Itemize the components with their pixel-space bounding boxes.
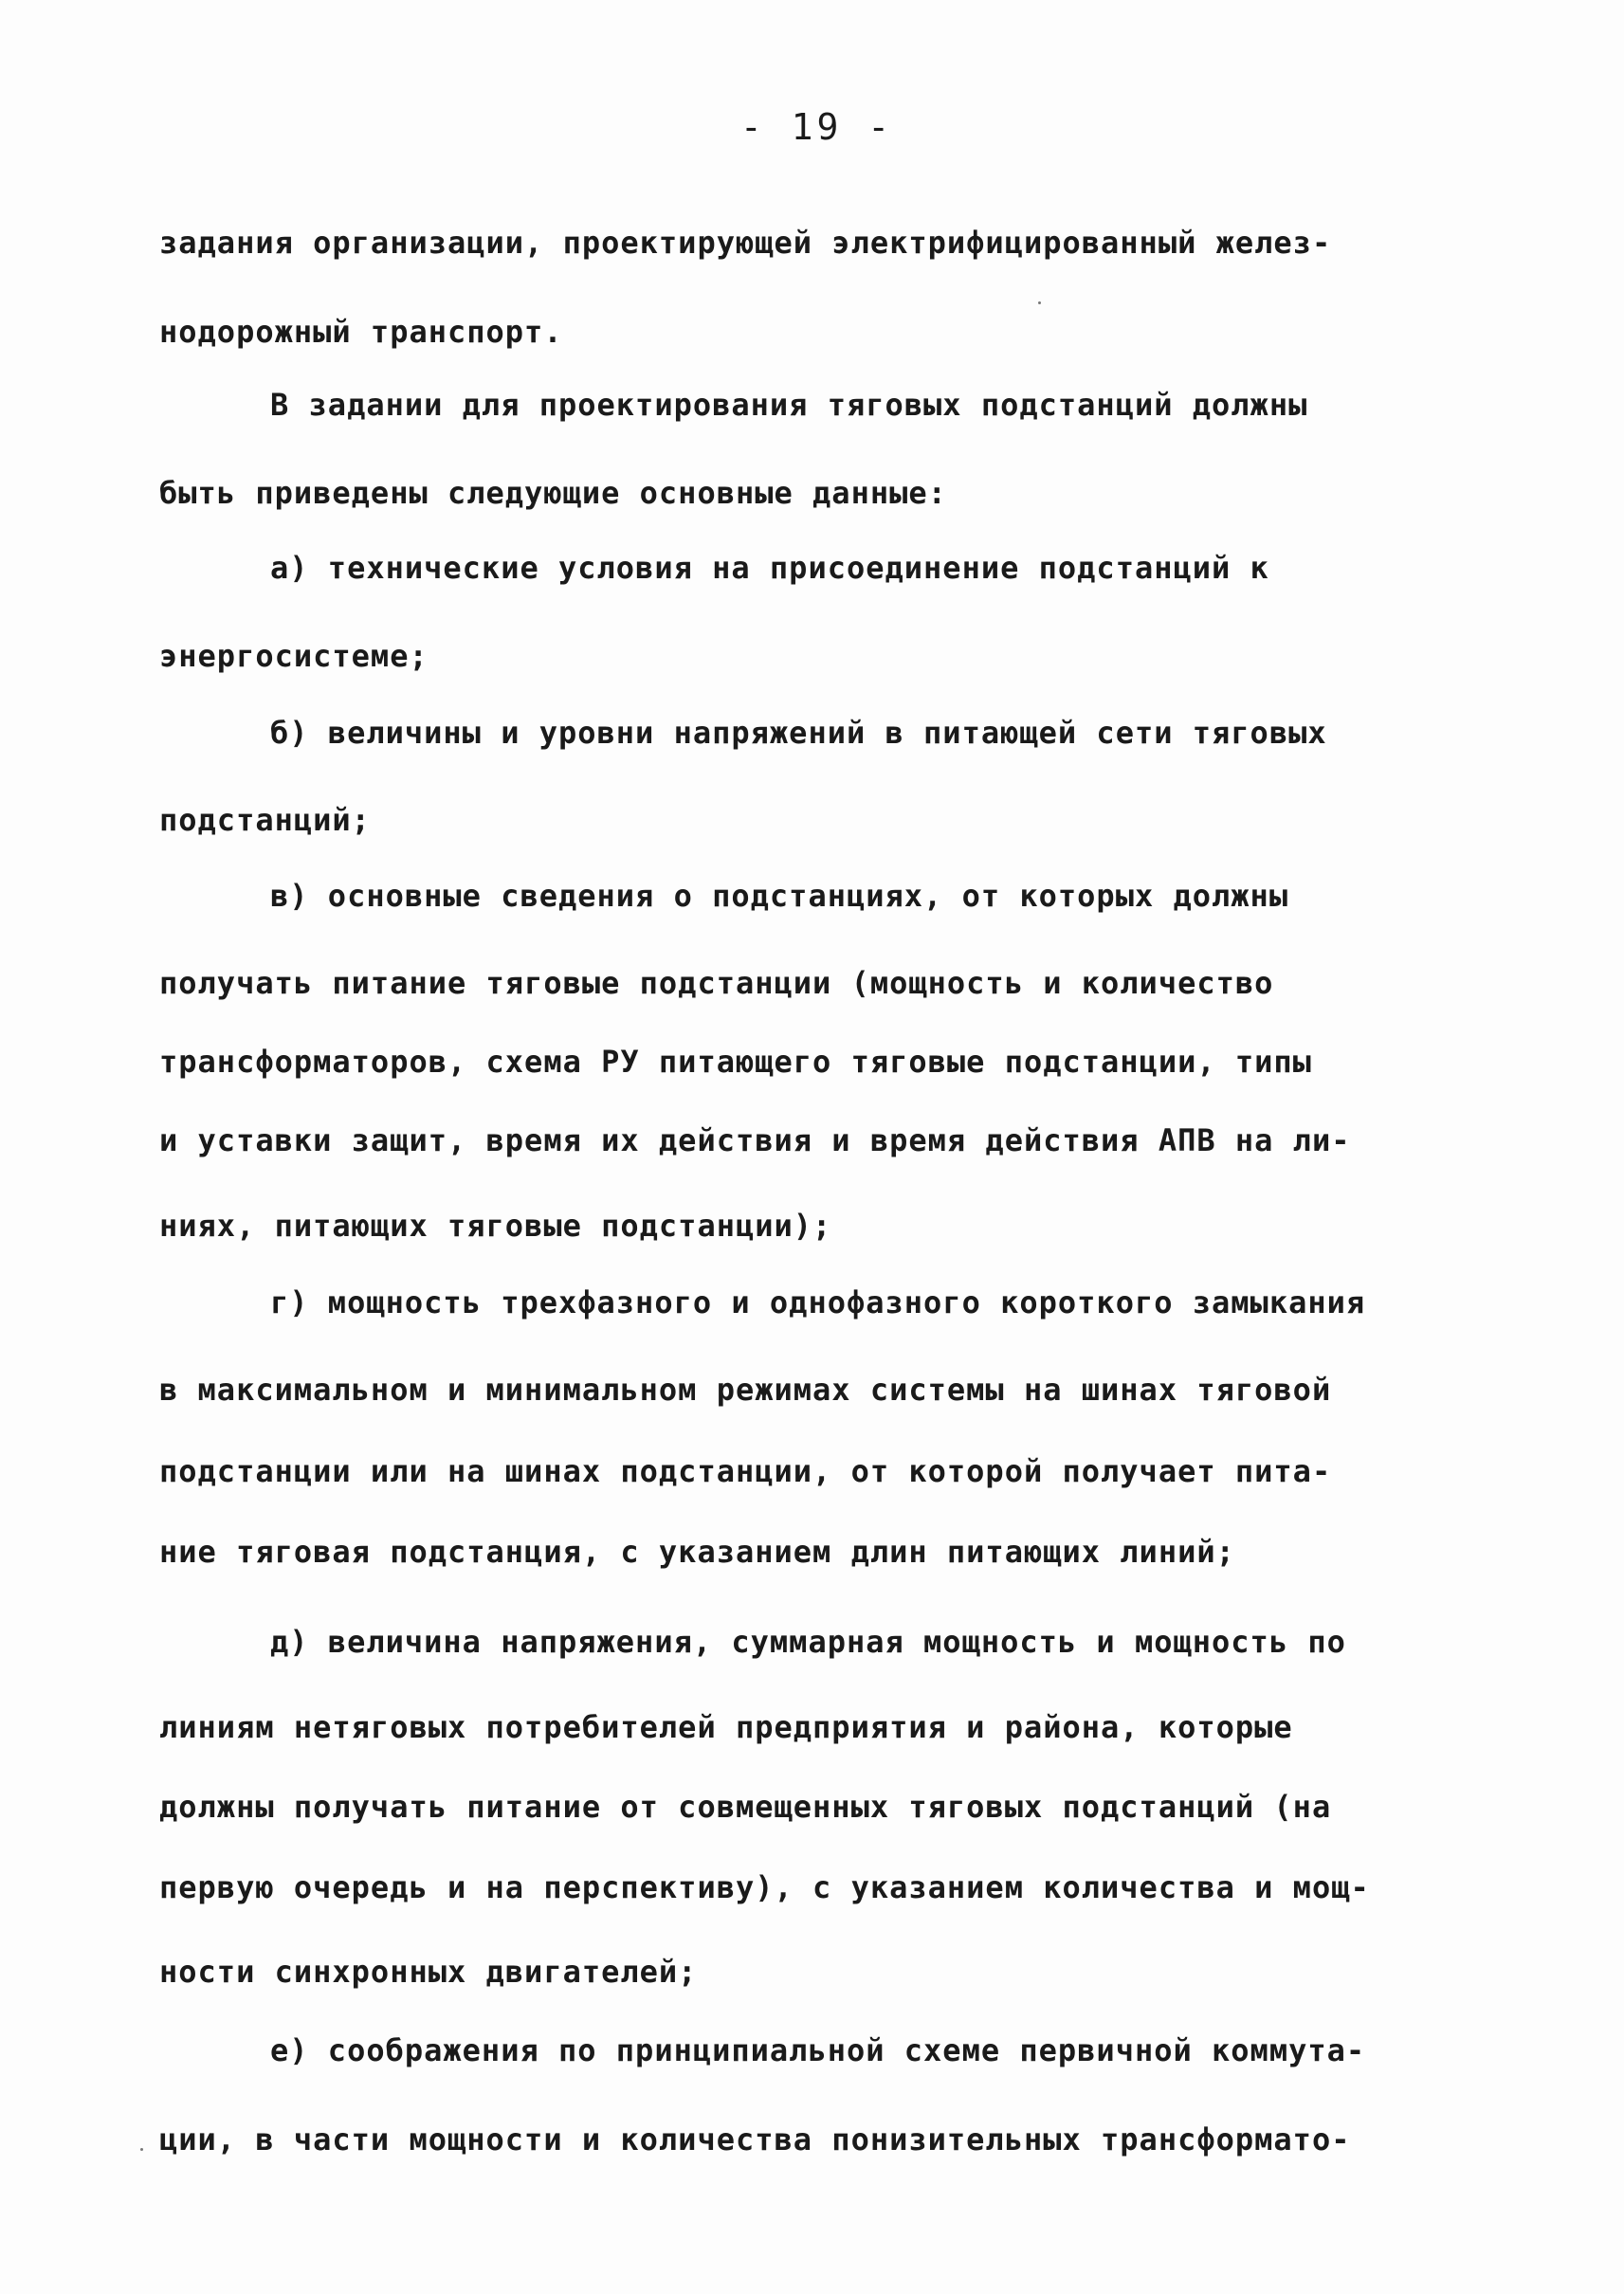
- text-line: должны получать питание от совмещенных тяговых подстанций (на: [159, 1789, 1332, 1825]
- list-item-b: б) величины и уровни напряжений в питающей сети тяговых: [270, 715, 1327, 751]
- text-line: быть приведены следующие основные данные:: [159, 475, 947, 511]
- scan-speck: [1038, 301, 1041, 304]
- page-number: - 19 -: [739, 106, 894, 148]
- text-line: ниях, питающих тяговые подстанции);: [159, 1208, 832, 1244]
- text-line: и уставки защит, время их действия и время действия АПВ на ли-: [159, 1122, 1351, 1158]
- text-line: получать питание тяговые подстанции (мощность и количество: [159, 965, 1274, 1001]
- text-line: в максимальном и минимальном режимах системы на шинах тяговой: [159, 1372, 1332, 1408]
- text-line: линиям нетяговых потребителей предприятия и района, которые: [159, 1709, 1293, 1745]
- list-item-v: в) основные сведения о подстанциях, от которых должны: [270, 878, 1289, 914]
- text-line: ности синхронных двигателей;: [159, 1954, 698, 1990]
- text-line: трансформаторов, схема РУ питающего тяговые подстанции, типы: [159, 1044, 1312, 1080]
- text-line: ции, в части мощности и количества понизительных трансформато-: [159, 2121, 1351, 2157]
- paragraph-first-line: В задании для проектирования тяговых подстанций должны: [270, 387, 1308, 423]
- text-line: задания организации, проектирующей электрифицированный желез-: [159, 225, 1332, 261]
- text-line: первую очередь и на перспективу), с указанием количества и мощ-: [159, 1869, 1370, 1905]
- text-line: нодорожный транспорт.: [159, 314, 563, 350]
- list-item-e: е) соображения по принципиальной схеме первичной коммута-: [270, 2032, 1366, 2068]
- list-item-g: г) мощность трехфазного и однофазного короткого замыкания: [270, 1284, 1366, 1320]
- scan-speck: [140, 2148, 143, 2151]
- list-item-a: а) технические условия на присоединение подстанций к: [270, 550, 1269, 586]
- list-item-d: д) величина напряжения, суммарная мощность и мощность по: [270, 1624, 1346, 1660]
- text-line: подстанции или на шинах подстанции, от которой получает пита-: [159, 1453, 1332, 1489]
- text-line: подстанций;: [159, 802, 371, 838]
- text-line: энергосистеме;: [159, 638, 429, 674]
- text-line: ние тяговая подстанция, с указанием длин питающих линий;: [159, 1534, 1235, 1570]
